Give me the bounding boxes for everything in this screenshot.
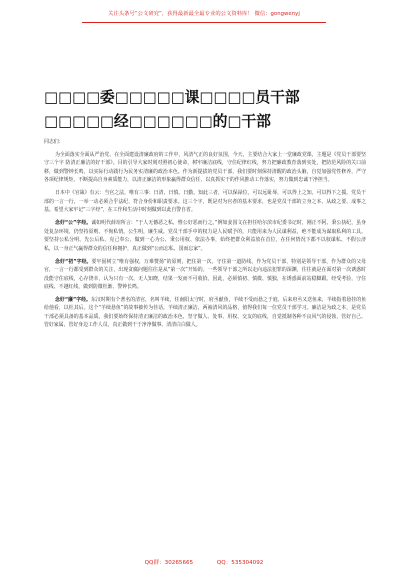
paragraph-text: 诚如明代薛瑄所言：“于人无憾恶之私，惟公好恶而行之。”例如姜国文在担任哈尔滨市纪委书记时，刚正不阿、秉公执纪，虽身处复杂环境，仍坚持原则、不徇私情。公生明，廉生威。党员干部手中的权力是人民赋予的，只能用来为人民谋利益，绝不能成为谋取私利的工具。要坚持公私分明、先公后私、克己奉公，做到一心为公、秉公用权、依法办事，始终把群众利益放在首位，在任何情况下都不以权谋私、不假公济私，以一身正气赢得群众的信任和拥护，真正做到“公而忘私，国而忘家”。 — [44, 220, 366, 252]
section-heading: 念好“初”字经。 — [55, 258, 92, 265]
paragraph-text: 为全面落实全面从严治党、在全面建设清廉政府的工作中，风清气正的良好氛围，今天，主要结合大家上一堂廉政党课，主题是《党员干部要坚守三个字 防清正廉洁的好干部》。目的引导大家时刻对照初心使命，树牢廉洁底线，守住纪律红线，努力把廉政教育落到实处，把防范风险的关口前移，做到警钟长鸣，以实际行动践行为民务实清廉的政治本色。作为新提拔的党员干部，我们要时刻保持清醒的政治头脑，自觉加强党性修养，严守各项纪律规矩，不断提高自身素质能力，以清正廉洁的形象赢得群众信任，以真抓实干的作风推动工作落实，努力做到忠诚干净担当。 — [44, 151, 366, 184]
paragraph-text: 要牢固树立“唯有强权，万难赞扬”的原则，把住第一次，守住第一道防线。作为党员干部，特别是领导干部，作为群众的父母官，一言一行都受到群众的关注，出现贪腐问题往往是从“第一次”开始的。一些领导干部之所以走向违法犯罪的深渊，往往就是在面对第一次诱惑时没能守住底线，心存侥幸，认为只有一次、无人知晓，结果一发而不可收拾。因此，必须慎初、慎微、慎独，在诱惑面前站稳脚跟、经受考验，守住底线、不越红线，做到防微杜渐、警钟长鸣。 — [44, 258, 366, 291]
paragraph — [44, 219, 366, 253]
footer-qq: QQ：535304092 — [216, 560, 264, 566]
banner-rule — [82, 22, 326, 23]
footer-qq-group: QQ群：30265665 — [144, 560, 194, 566]
paragraph — [44, 151, 366, 185]
greeting: 同志们： — [44, 139, 64, 145]
header-banner: 关注头条号“公文研究”，获得最新最全最专业的公文资料库！ 微信：gongwenyj — [108, 11, 300, 17]
paragraph — [44, 258, 366, 292]
document-title: □□□□委□□□□□课□□□□员干部□□□□□经□□□□□□的□干部 — [44, 89, 300, 130]
paragraph-text: 东汉时期有个著名的清官，名叫羊续，任南阳太守时，府丞献鱼，羊续不受而悬之于庭，后来府丞又送鱼来，羊续指着悬挂的鱼给他看，以杜其后。这个“羊续悬鱼”的故事被传为佳话。羊续清正廉洁、两袖清风的品格，值得我们每一位党员干部学习。廉洁是为政之本，是党员干部必须具备的基本品质。我们要始终保持清正廉洁的政治本色，坚守做人、处事、用权、交友的底线，自觉抵制各种不良风气的侵蚀，管好自己、管好家属、管好身边工作人员，真正做到干干净净做事、清清白白做人。 — [44, 296, 366, 329]
document-body — [44, 138, 366, 334]
section-heading: 念好“公”字经。 — [55, 220, 92, 227]
paragraph-text: 日本中《官箴》有云：当官之法，唯有三事：曰清、曰慎、曰勤。知此三者，可以保禄位，可以远耻辱，可以得上之知，可以得下之援。党员干部的一言一行，一举一动必须合乎法纪，符合身份和职责要求。这三个字，既是对为官者的基本要求，也是党员干部的立身之本、从政之要、成事之基。希望大家牢记“三字经”，在工作和生活中时刻做到以此自警自省。 — [44, 190, 366, 214]
paragraph — [44, 296, 366, 330]
footer — [0, 558, 408, 566]
section-heading: 念好“廉”字经。 — [55, 296, 91, 303]
paragraph — [44, 189, 366, 215]
